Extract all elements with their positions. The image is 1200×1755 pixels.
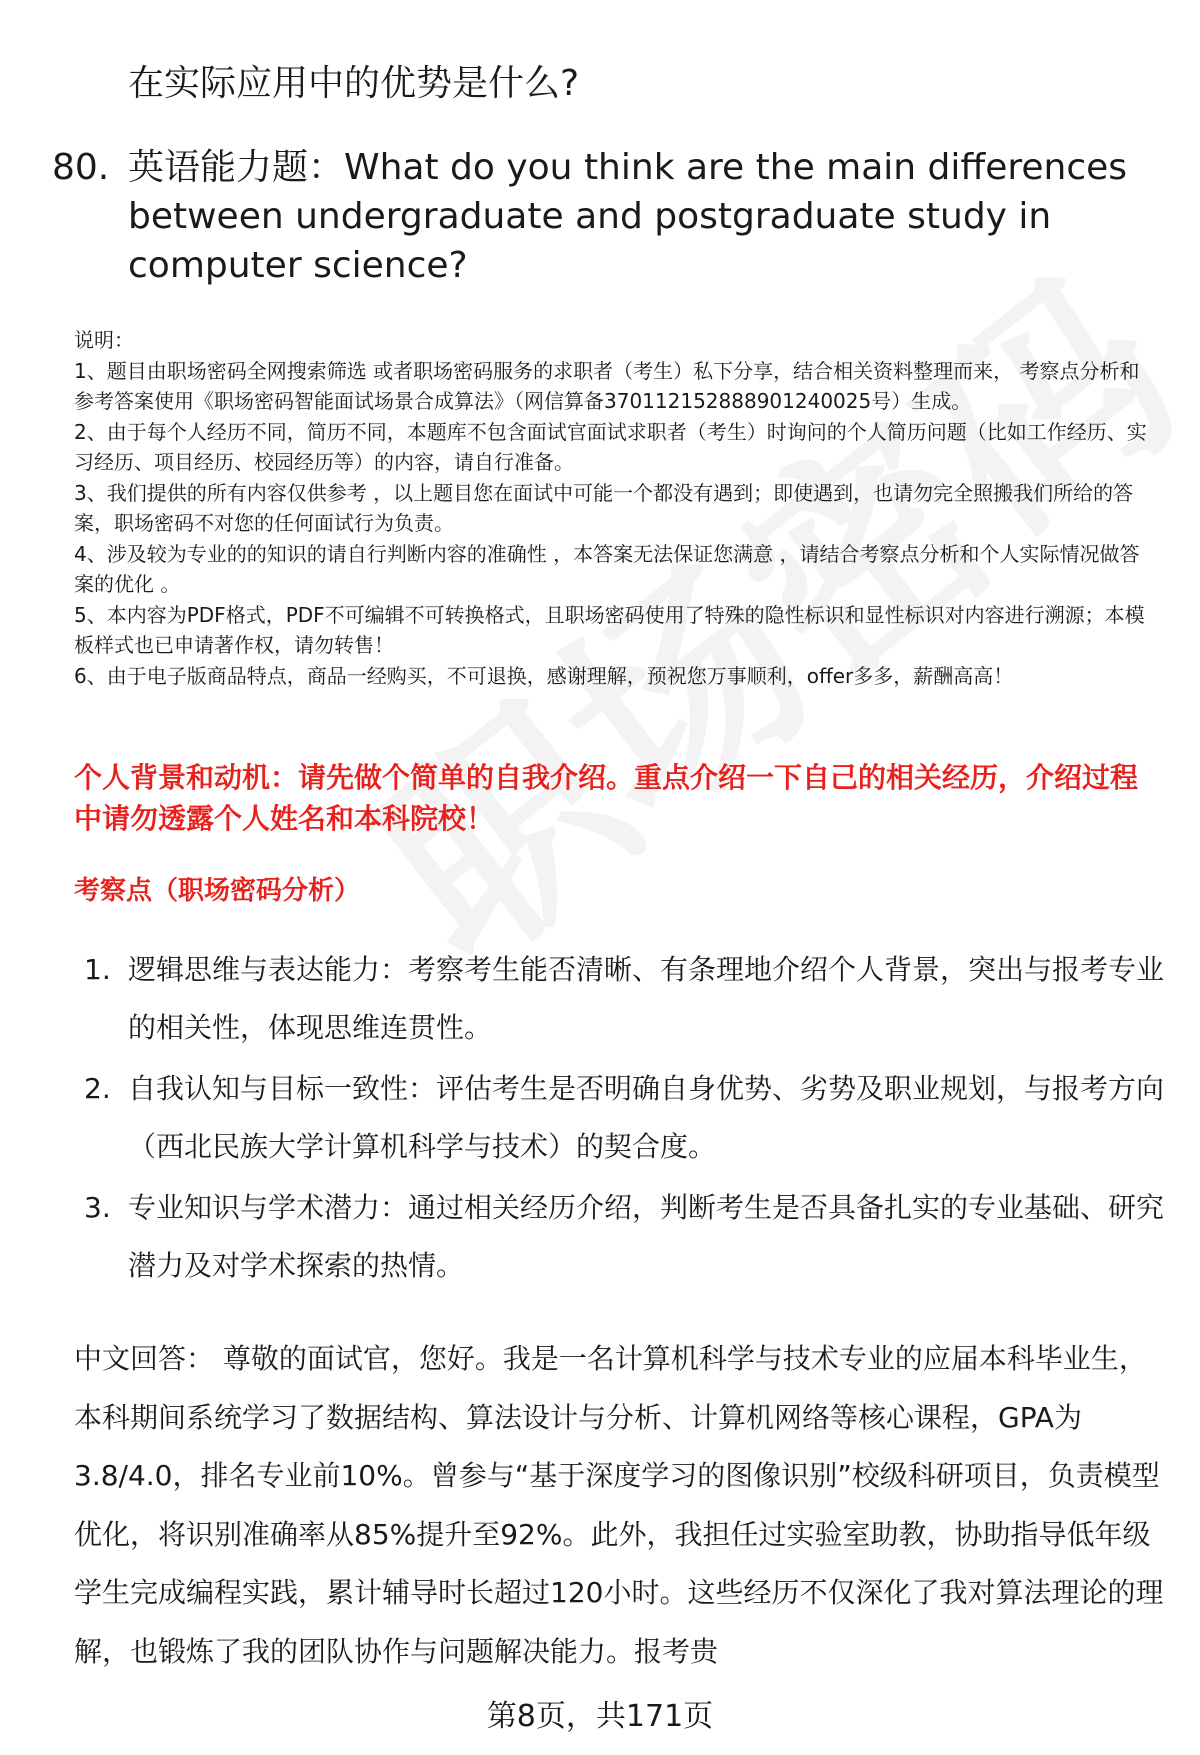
analysis-point — [84, 1060, 1164, 1176]
note-item: 1、题目由职场密码全网搜索筛选 或者职场密码服务的求职者（考生）私下分享，结合相关资料整理而来， 考察点分析和参考答案使用《职场密码智能面试场景合成算法》（网信算备370112152888901240025号）生成。 — [74, 358, 1140, 413]
analysis-point — [84, 941, 1164, 1057]
point-text: 逻辑思维与表达能力：考察考生能否清晰、有条理地介绍个人背景，突出与报考专业的相关性，体现思维连贯性。 — [128, 953, 1165, 1044]
question-text: 英语能力题：What do you think are the main differences between undergraduate and postgraduate study in computer science? — [128, 147, 1128, 286]
point-number: 3. — [84, 1191, 111, 1224]
point-number: 1. — [84, 953, 111, 986]
question-title: 个人背景和动机：请先做个简单的自我介绍。重点介绍一下自己的相关经历，介绍过程中请勿透露个人姓名和本科院校！ — [74, 761, 1139, 835]
note-item: 5、本内容为PDF格式，PDF不可编辑不可转换格式，且职场密码使用了特殊的隐性标识和显性标识对内容进行溯源；本模板样式也已申请著作权，请勿转售！ — [74, 602, 1145, 657]
notes-section — [74, 325, 1154, 691]
note-item: 2、由于每个人经历不同，简历不同，本题库不包含面试官面试求职者（考生）时询问的个人简历问题（比如工作经历、实习经历、项目经历、校园经历等）的内容，请自行准备。 — [74, 419, 1147, 474]
point-text: 专业知识与学术潜力：通过相关经历介绍，判断考生是否具备扎实的专业基础、研究潜力及对学术探索的热情。 — [128, 1191, 1165, 1282]
note-item: 3、我们提供的所有内容仅供参考 ，以上题目您在面试中可能一个都没有遇到；即使遇到，也请勿完全照搬我们所给的答案，职场密码不对您的任何面试行为负责。 — [74, 480, 1134, 535]
analysis-heading: 考察点（职场密码分析） — [74, 876, 361, 906]
point-number: 2. — [84, 1072, 111, 1105]
point-text: 自我认知与目标一致性：评估考生是否明确自身优势、劣势及职业规划，与报考方向（西北民族大学计算机科学与技术）的契合度。 — [128, 1072, 1165, 1163]
notes-heading: 说明： — [74, 328, 134, 352]
note-item: 4、涉及较为专业的的知识的请自行判断内容的准确性 ，本答案无法保证您满意 ，请结合考察点分析和个人实际情况做答案的优化 。 — [74, 541, 1140, 596]
analysis-point — [84, 1179, 1164, 1295]
question-continuation: 在实际应用中的优势是什么? — [128, 63, 580, 104]
note-item: 6、由于电子版商品特点，商品一经购买，不可退换，感谢理解，预祝您万事顺利，offer多多，薪酬高高！ — [74, 663, 1014, 688]
page-number: 第8页，共171页 — [486, 1699, 714, 1734]
analysis-list — [84, 941, 1164, 1298]
answer-text: 中文回答： 尊敬的面试官，您好。我是一名计算机科学与技术专业的应届本科毕业生，本科期间系统学习了数据结构、算法设计与分析、计算机网络等核心课程，GPA为3.8/4.0，排名专业前10%。曾参与“基于深度学习的图像识别”校级科研项目，负责模型优化，将识别准确率从85%提升至92%。此外，我担任过实验室助教，协助指导低年级学生完成编程实践，累计辅导时长超过120小时。这些经历不仅深化了我对算法理论的理解，也锻炼了我的团队协作与问题解决能力。报考贵 — [74, 1342, 1164, 1668]
question-number: 80. — [52, 147, 110, 188]
question-80 — [52, 143, 1162, 290]
